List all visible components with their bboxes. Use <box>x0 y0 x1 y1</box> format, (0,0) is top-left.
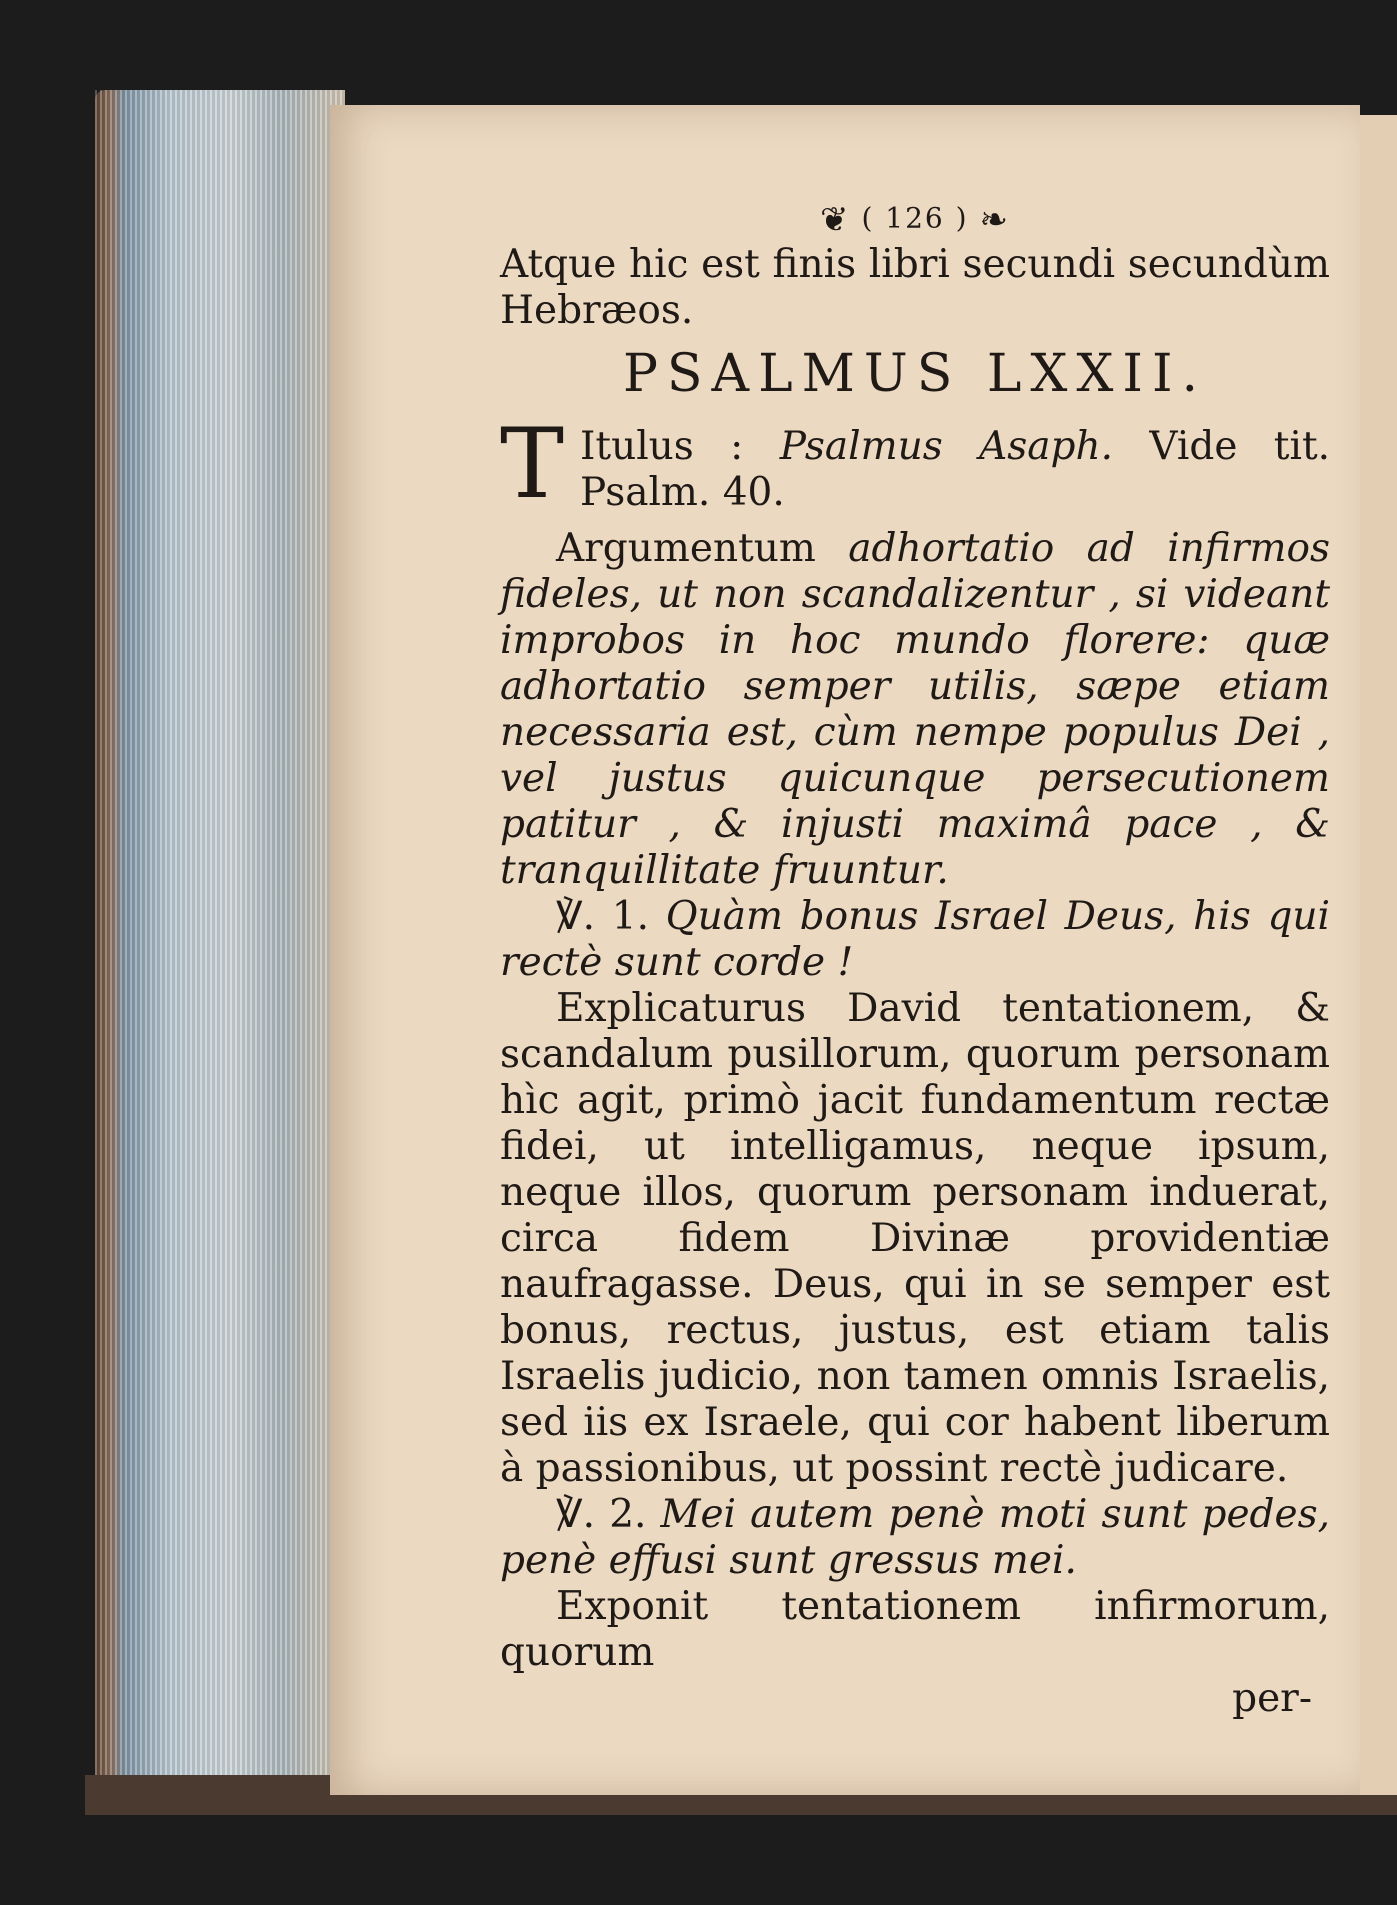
verse-1-marker: ℣. 1. <box>556 894 649 939</box>
page-text <box>500 200 1330 1722</box>
ornament-right-icon: ❧ <box>979 200 1010 240</box>
titulus-reference: Vide tit. Psalm. 40. <box>580 424 1331 515</box>
catchword: per- <box>1232 1676 1312 1721</box>
argumentum-lead: Argumentum <box>556 526 849 571</box>
verse-1 <box>500 894 1330 986</box>
psalm-title: PSALMUS LXXII. <box>622 344 1208 404</box>
titulus-psalm: Psalmus Asaph. <box>779 424 1114 469</box>
verse-1-text: Quàm bonus Israel Deus, his qui rectè sunt corde ! <box>500 894 1331 985</box>
argumentum-text: adhortatio ad infirmos fideles, ut non scandalizentur , si videant improbos in hoc mundo florere: quæ adhortatio semper utilis, sæpe etiam necessaria est, cùm nempe populus Dei , vel justus quicunque persecutionem patitur , & injusti maximâ pace , & tranquillitate fruuntur. <box>500 526 1330 893</box>
last-line: Exponit tentationem infirmorum, quorum <box>500 1584 1330 1675</box>
page-number: ( 126 ) <box>861 201 969 235</box>
verse-2 <box>500 1492 1330 1584</box>
intro-line: Atque hic est finis libri secundi secundùm Hebræos. <box>500 242 1330 333</box>
page-header <box>500 200 1330 240</box>
drop-capital: T <box>500 408 565 520</box>
ornament-left-icon: ❦ <box>820 200 851 240</box>
argumentum-paragraph <box>500 526 1330 894</box>
titulus-label: Itulus : <box>580 424 780 469</box>
verse-2-marker: ℣. 2. <box>556 1492 647 1537</box>
explanation-paragraph: Explicaturus David tentationem, & scandalum pusillorum, quorum personam hìc agit, primò jacit fundamentum rectæ fidei, ut intelligamus, neque ipsum, neque illos, quorum personam induerat, circa fidem Divinæ providentiæ naufragasse. Deus, qui in se semper est bonus, rectus, justus, est etiam talis Israelis judicio, non tamen omnis Israelis, sed iis ex Israele, qui cor habent liberum à passionibus, ut possint rectè judicare. <box>500 986 1330 1491</box>
book-page-edges <box>95 90 345 1790</box>
verse-2-text: Mei autem penè moti sunt pedes, penè effusi sunt gressus mei. <box>500 1492 1331 1583</box>
titulus-paragraph <box>500 408 1331 520</box>
